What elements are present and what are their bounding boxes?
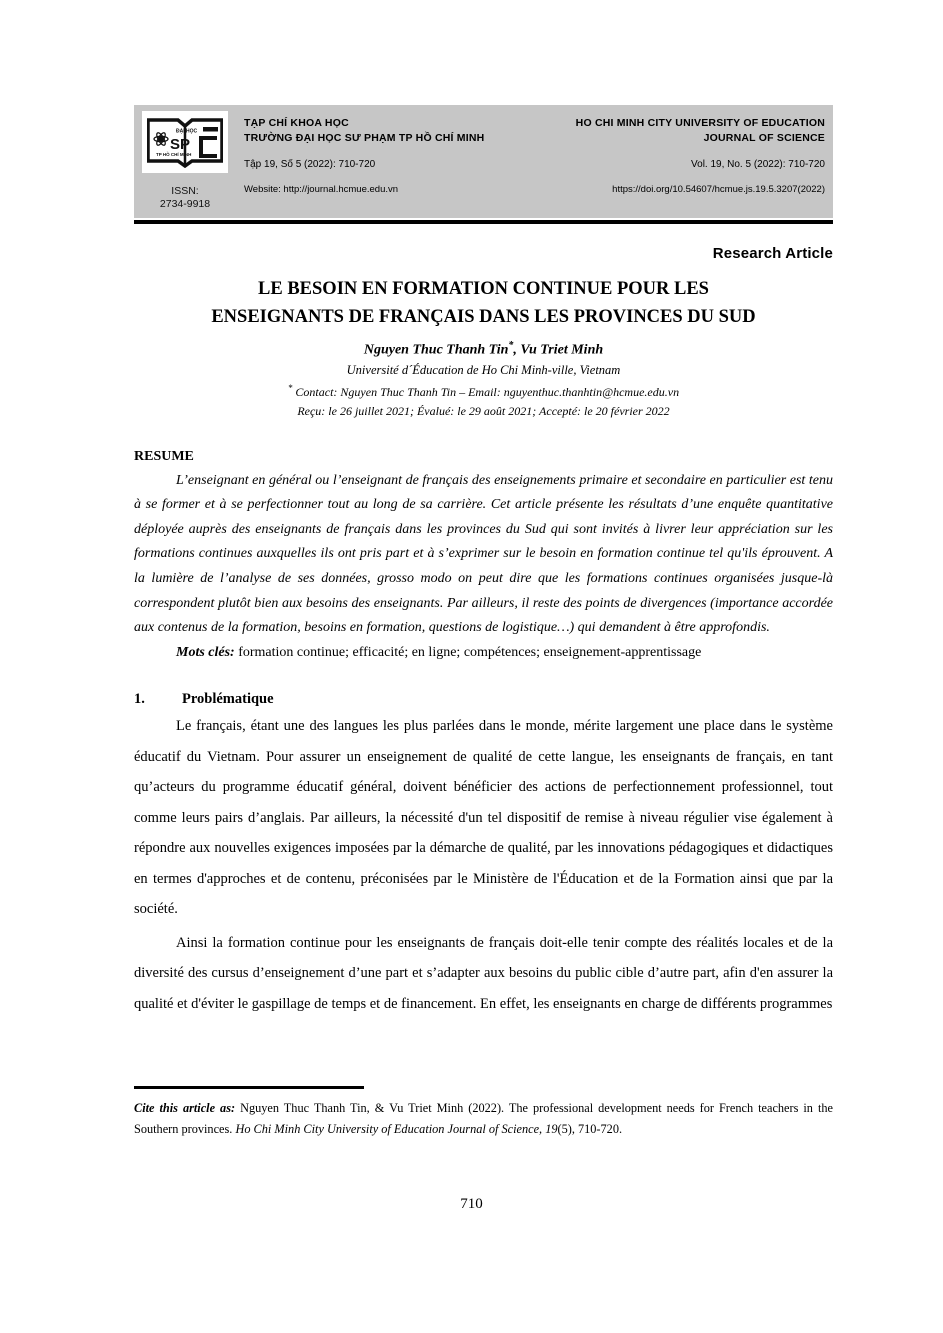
footnote-separator-rule [134, 1086, 364, 1089]
university-logo [142, 111, 228, 173]
contact-footnote-marker: * [287, 382, 293, 393]
citation-footnote [134, 1098, 833, 1140]
citation-volume: 19 [542, 1122, 558, 1136]
issn-block [141, 185, 229, 211]
contact-text: Contact: Nguyen Thuc Thanh Tin – Email: nguyenthuc.thanhtin@hcmue.edu.vn [292, 384, 680, 399]
title-line-1: LE BESOIN EN FORMATION CONTINUE POUR LES [258, 279, 709, 299]
article-content [134, 240, 833, 1019]
book-logo-icon [147, 116, 223, 168]
section-title: Problématique [182, 691, 274, 708]
author-secondary: , Vu Triet Minh [513, 342, 604, 358]
citation-label: Cite this article as: [134, 1101, 236, 1115]
journal-title-vi-line1: TẠP CHÍ KHOA HỌC [244, 117, 349, 129]
citation-authors-title: Nguyen Thuc Thanh Tin, & Vu Triet Minh (2022). The professional development needs for French teachers in the Southern provinces. [134, 1101, 833, 1136]
logo-block [141, 111, 229, 211]
keywords-label: Mots clés: [176, 644, 235, 660]
author-footnote-marker: * [508, 340, 514, 351]
body-paragraph: Le français, étant une des langues les plus parlées dans le monde, mérite largement une place dans le système éducatif du Vietnam. Pour assurer un enseignement de qualité de cette langue, les enseignants de français, en tant qu’acteurs du programme éducatif général, doivent bénéficier des actions de perfectionnement professionnel, tout comme leurs pairs d’anglais. Par ailleurs, la nécessité d'un tel dispositif de remise à niveau régulier vise également à répondre aux nouvelles exigences imposées par la démarche de qualité, par les innovations pédagogiques et didactiques en termes d'approches et de contenu, préconisées par le Ministère de l'Éducation et de la Formation ainsi que par la société. [134, 718, 833, 918]
keywords-line [134, 641, 833, 666]
doi-link[interactable]: https://doi.org/10.54607/hcmue.js.19.5.3207(2022) [612, 184, 825, 195]
page-number: 710 [460, 1196, 483, 1212]
page-title [134, 275, 833, 331]
abstract-heading: RESUME [134, 448, 194, 464]
keywords-values: formation continue; efficacité; en ligne; compétences; enseignement-apprentissage [234, 644, 702, 660]
masthead-bottom-rule [134, 220, 833, 224]
author-affiliation: Université d´Éducation de Ho Chi Minh-ville, Vietnam [346, 362, 621, 377]
journal-title-en-line1: HO CHI MINH CITY UNIVERSITY OF EDUCATION [575, 117, 825, 129]
section-heading-1 [134, 691, 833, 708]
article-dates: Reçu: le 26 juillet 2021; Évalué: le 29 août 2021; Accepté: le 20 février 2022 [297, 403, 670, 418]
author-primary: Nguyen Thuc Thanh Tin [363, 342, 509, 358]
volume-issue-vi: Tập 19, Số 5 (2022): 710-720 [244, 159, 376, 170]
logo-text-sp: SP [170, 136, 191, 153]
author-list [134, 340, 833, 359]
section-number: 1. [134, 691, 145, 708]
corresponding-author-contact [134, 383, 833, 400]
journal-website[interactable]: Website: http://journal.hcmue.edu.vn [244, 184, 399, 195]
abstract-text: L’enseignant en général ou l’enseignant de français des enseignements primaire et secondaire en particulier est tenu à se former et à se perfectionner tout au long de sa carrière. Cet article présente les résultats d’une enquête quantitative déployée auprès des enseignants de français dans les provinces du Sud qui sont invités à livrer leur appréciation sur les formations continues auxquelles ils ont pris part et à s’exprimer sur le besoin en formation continue tel qu'ils éprouvent. A la lumière de l’analyse de ses données, grosso modo on peut dire que les formations continues organisées jusque-là correspondent plutôt bien aux besoins des enseignants. Par ailleurs, il reste des points de divergences (importance accordée aux contenus de la formation, besoins en formation, questions de logistique…) qui demandent à être approfondis. [134, 472, 833, 636]
masthead-right [505, 116, 825, 197]
masthead-banner [134, 105, 833, 218]
logo-text-city: TP HỒ CHÍ MINH [156, 152, 192, 157]
issn-value: 2734-9918 [159, 198, 211, 210]
journal-title-en-line2: JOURNAL OF SCIENCE [703, 131, 825, 144]
journal-title-vi-line2: TRƯỜNG ĐẠI HỌC SƯ PHẠM TP HỒ CHÍ MINH [244, 131, 485, 144]
title-line-2: ENSEIGNANTS DE FRANÇAIS DANS LES PROVINCES DU SUD [211, 307, 756, 327]
masthead-left [244, 116, 534, 197]
body-paragraph: Ainsi la formation continue pour les enseignants de français doit-elle tenir compte des réalités locales et de la diversité des cursus d’enseignement d’une part et s’adapter aux besoins du public cible d’autre part, afin d'en assurer la qualité et d'éviter le gaspillage de temps et de financement. En effet, les enseignants en charge de différents programmes [134, 934, 833, 1012]
issn-label: ISSN: [171, 185, 199, 197]
volume-issue-en: Vol. 19, No. 5 (2022): 710-720 [691, 159, 825, 170]
article-type-label: Research Article [712, 245, 833, 262]
logo-text-dai-hoc: ĐẠI HỌC [176, 128, 198, 135]
citation-pages: (5), 710-720. [557, 1122, 623, 1136]
citation-journal-name: Ho Chi Minh City University of Education Journal of Science, [235, 1122, 543, 1136]
